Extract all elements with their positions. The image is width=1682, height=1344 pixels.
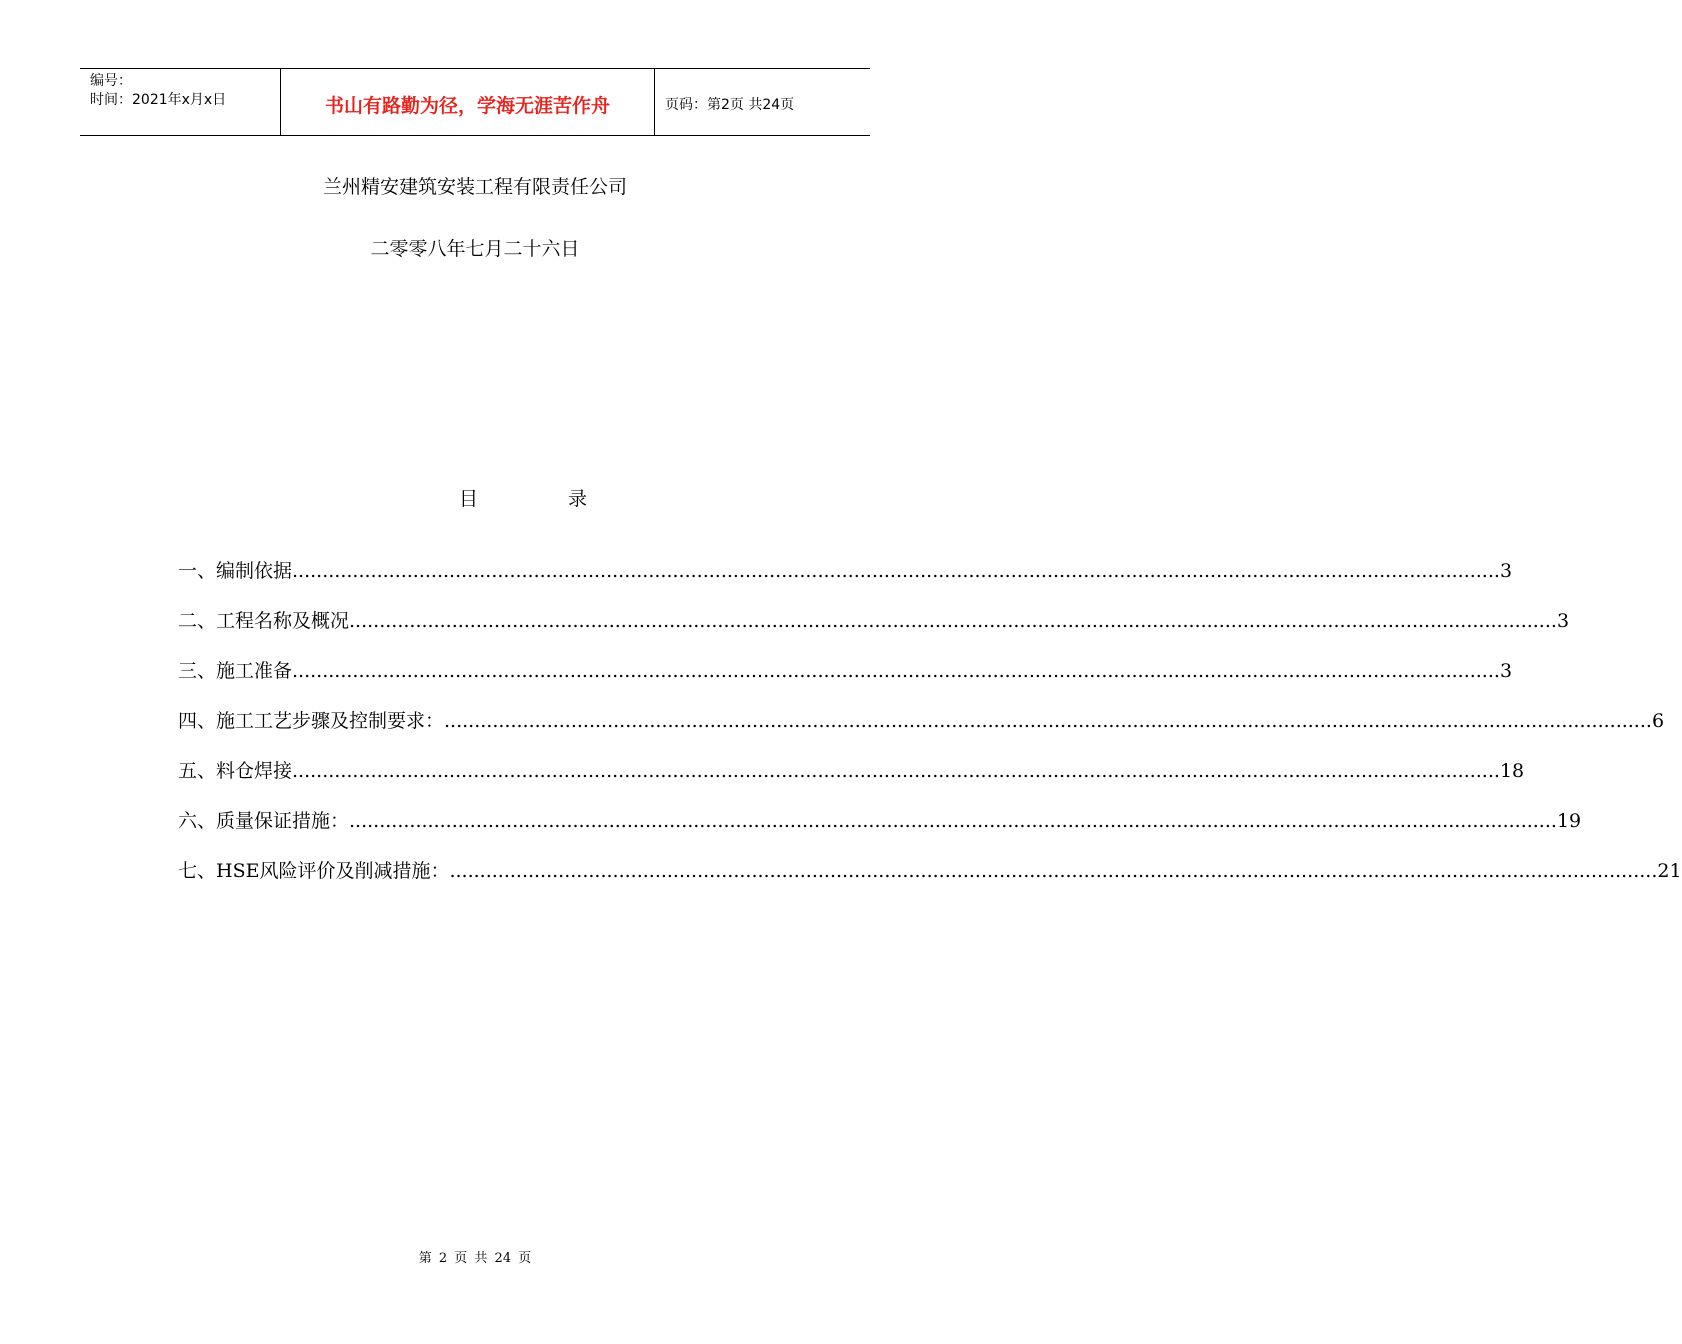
toc-entry-label: 七、HSE风险评价及削减措施： (178, 860, 450, 882)
toc-leader-dots: ........................................................................................................................................................................................................ (292, 660, 1500, 682)
toc-entry[interactable] (178, 706, 1665, 756)
company-name: 兰州精安建筑安装工程有限责任公司 (322, 176, 627, 198)
toc-entry-page: 3 (1499, 560, 1513, 582)
header-time-label: 时间：2021年x月x日 (90, 92, 227, 108)
table-of-contents (178, 556, 1682, 906)
toc-leader-dots: ........................................................................................................................................................................................................ (449, 860, 1658, 882)
toc-entry-page: 21 (1657, 860, 1682, 882)
header-table (80, 68, 870, 136)
toc-leader-dots: ........................................................................................................................................................................................................ (292, 760, 1500, 782)
toc-leader-dots: ........................................................................................................................................................................................................ (292, 560, 1500, 582)
toc-leader-dots: ........................................................................................................................................................................................................ (444, 710, 1652, 732)
header-page-cell (655, 69, 870, 135)
toc-title-char-1: 目 (458, 488, 478, 510)
toc-entry-page: 19 (1556, 810, 1582, 832)
toc-entry-page: 18 (1499, 760, 1525, 782)
toc-title (0, 484, 1046, 511)
toc-entry[interactable] (178, 856, 1682, 906)
page-footer: 第 2 页 共 24 页 (418, 1251, 532, 1266)
header-motto: 书山有路勤为径，学海无涯苦作舟 (324, 94, 610, 117)
toc-entry-page: 6 (1651, 710, 1665, 732)
header-meta-cell (80, 69, 281, 135)
header-page-info: 页码：第2页 共24页 (665, 97, 795, 113)
toc-leader-dots: ........................................................................................................................................................................................................ (349, 610, 1557, 632)
toc-entry-page: 3 (1499, 660, 1513, 682)
header-motto-cell (281, 69, 655, 135)
toc-entry-label: 四、施工工艺步骤及控制要求： (178, 710, 445, 732)
toc-entry-label: 五、料仓焊接 (178, 760, 293, 782)
toc-entry[interactable] (178, 756, 1525, 806)
document-date: 二零零八年七月二十六日 (370, 238, 580, 260)
header-number-label: 编号： (90, 73, 132, 89)
toc-entry[interactable] (178, 556, 1513, 606)
toc-entry-page: 3 (1556, 610, 1570, 632)
toc-entry-label: 一、编制依据 (178, 560, 293, 582)
toc-entry-label: 三、施工准备 (178, 660, 293, 682)
toc-entry-label: 六、质量保证措施： (178, 810, 350, 832)
toc-entry[interactable] (178, 806, 1582, 856)
toc-leader-dots: ........................................................................................................................................................................................................ (349, 810, 1557, 832)
toc-title-char-2: 录 (568, 488, 588, 510)
toc-entry-label: 二、工程名称及概况 (178, 610, 350, 632)
toc-entry[interactable] (178, 656, 1513, 706)
toc-entry[interactable] (178, 606, 1570, 656)
